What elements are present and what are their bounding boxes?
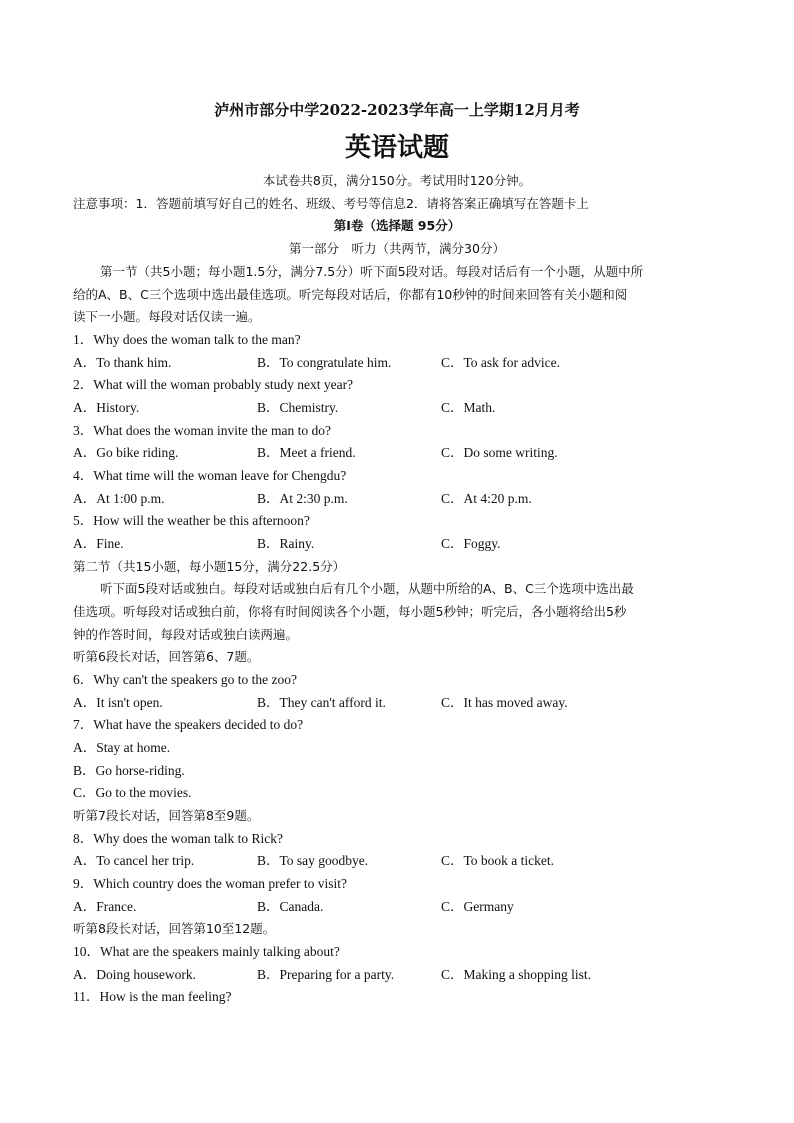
option-a: A．History. — [73, 400, 140, 415]
option-a: A．Doing housework. — [73, 967, 196, 982]
options-row — [73, 397, 721, 419]
question-1: 1．Why does the woman talk to the man? — [73, 332, 301, 347]
section1-intro-line: 读下一小题。每段对话仅读一遍。 — [73, 309, 261, 324]
section2-heading: 第二节（共15小题，每小题15分，满分22.5分） — [73, 559, 346, 574]
option-a: A．At 1:00 p.m. — [73, 491, 165, 506]
section2-intro-line: 钟的作答时间，每段对话或独白读两遍。 — [73, 627, 299, 642]
section1-intro-line: 第一节（共5小题；每小题1.5分，满分7.5分）听下面5段对话。每段对话后有一个小题，从题中所 — [100, 264, 644, 279]
question-10: 10．What are the speakers mainly talking about? — [73, 944, 340, 959]
question-9: 9．Which country does the woman prefer to visit? — [73, 876, 348, 891]
question-3: 3．What does the woman invite the man to do? — [73, 423, 331, 438]
exam-info: 本试卷共8页，满分150分。考试用时120分钟。 — [262, 173, 532, 188]
option-b: B．Preparing for a party. — [257, 967, 395, 982]
option-a: A．Go bike riding. — [73, 445, 179, 460]
options-row — [73, 896, 721, 918]
option-a: A．To thank him. — [73, 355, 172, 370]
option-b: B．Chemistry. — [257, 400, 339, 415]
option-c: C．Germany — [441, 899, 514, 914]
subject-title: 英语试题 — [344, 133, 449, 163]
dialogue-instruction: 听第6段长对话，回答第6、7题。 — [73, 649, 260, 664]
question-6: 6．Why can't the speakers go to the zoo? — [73, 672, 297, 687]
volume-heading: 第I卷（选择题 95分） — [333, 218, 461, 233]
option-b: B．Meet a friend. — [257, 445, 356, 460]
option-c: C．It has moved away. — [441, 695, 568, 710]
question-4: 4．What time will the woman leave for Chengdu? — [73, 468, 347, 483]
options-row — [73, 352, 721, 374]
option-b: B．At 2:30 p.m. — [257, 491, 348, 506]
question-8: 8．Why does the woman talk to Rick? — [73, 831, 283, 846]
option-a: A．It isn't open. — [73, 695, 163, 710]
option-c: C．Do some writing. — [441, 445, 558, 460]
option-b: B．Go horse-riding. — [73, 763, 185, 778]
options-row — [73, 533, 721, 555]
section1-intro-line: 给的A、B、C三个选项中选出最佳选项。听完每段对话后，你都有10秒钟的时间来回答有关小题和阅 — [73, 287, 628, 302]
options-row — [73, 964, 721, 986]
section2-intro-line: 佳选项。听每段对话或独白前，你将有时间阅读各个小题，每小题5秒钟；听完后，各小题将给出5秒 — [73, 604, 627, 619]
option-b: B．Rainy. — [257, 536, 315, 551]
option-c: C．Making a shopping list. — [441, 967, 592, 982]
option-b: B．They can't afford it. — [257, 695, 386, 710]
option-b: B．To say goodbye. — [257, 853, 369, 868]
dialogue-instruction: 听第7段长对话，回答第8至9题。 — [73, 808, 260, 823]
section2-intro-line: 听下面5段对话或独白。每段对话或独白后有几个小题，从题中所给的A、B、C三个选项中选出最 — [100, 581, 634, 596]
option-a: A．Stay at home. — [73, 740, 171, 755]
option-c: C．Foggy. — [441, 536, 501, 551]
question-7: 7．What have the speakers decided to do? — [73, 717, 304, 732]
exam-title: 泸州市部分中学2022-2023学年高一上学期12月月考 — [214, 101, 580, 119]
option-a: A．France. — [73, 899, 137, 914]
question-5: 5．How will the weather be this afternoon? — [73, 513, 310, 528]
option-b: B．To congratulate him. — [257, 355, 392, 370]
option-a: A．To cancel her trip. — [73, 853, 195, 868]
option-a: A．Fine. — [73, 536, 124, 551]
option-c: C．Math. — [441, 400, 496, 415]
option-c: C．At 4:20 p.m. — [441, 491, 532, 506]
question-2: 2．What will the woman probably study next year? — [73, 377, 354, 392]
option-c: C．Go to the movies. — [73, 785, 192, 800]
part-heading: 第一部分 听力（共两节，满分30分） — [289, 241, 505, 256]
option-c: C．To book a ticket. — [441, 853, 555, 868]
option-b: B．Canada. — [257, 899, 324, 914]
dialogue-instruction: 听第8段长对话，回答第10至12题。 — [73, 921, 276, 936]
option-c: C．To ask for advice. — [441, 355, 561, 370]
options-row — [73, 850, 721, 872]
question-11: 11．How is the man feeling? — [73, 989, 232, 1004]
options-row — [73, 442, 721, 464]
options-row — [73, 488, 721, 510]
options-row — [73, 692, 721, 714]
notice-text: 注意事项：1．答题前填写好自己的姓名、班级、考号等信息2．请将答案正确填写在答题卡上 — [73, 196, 589, 211]
